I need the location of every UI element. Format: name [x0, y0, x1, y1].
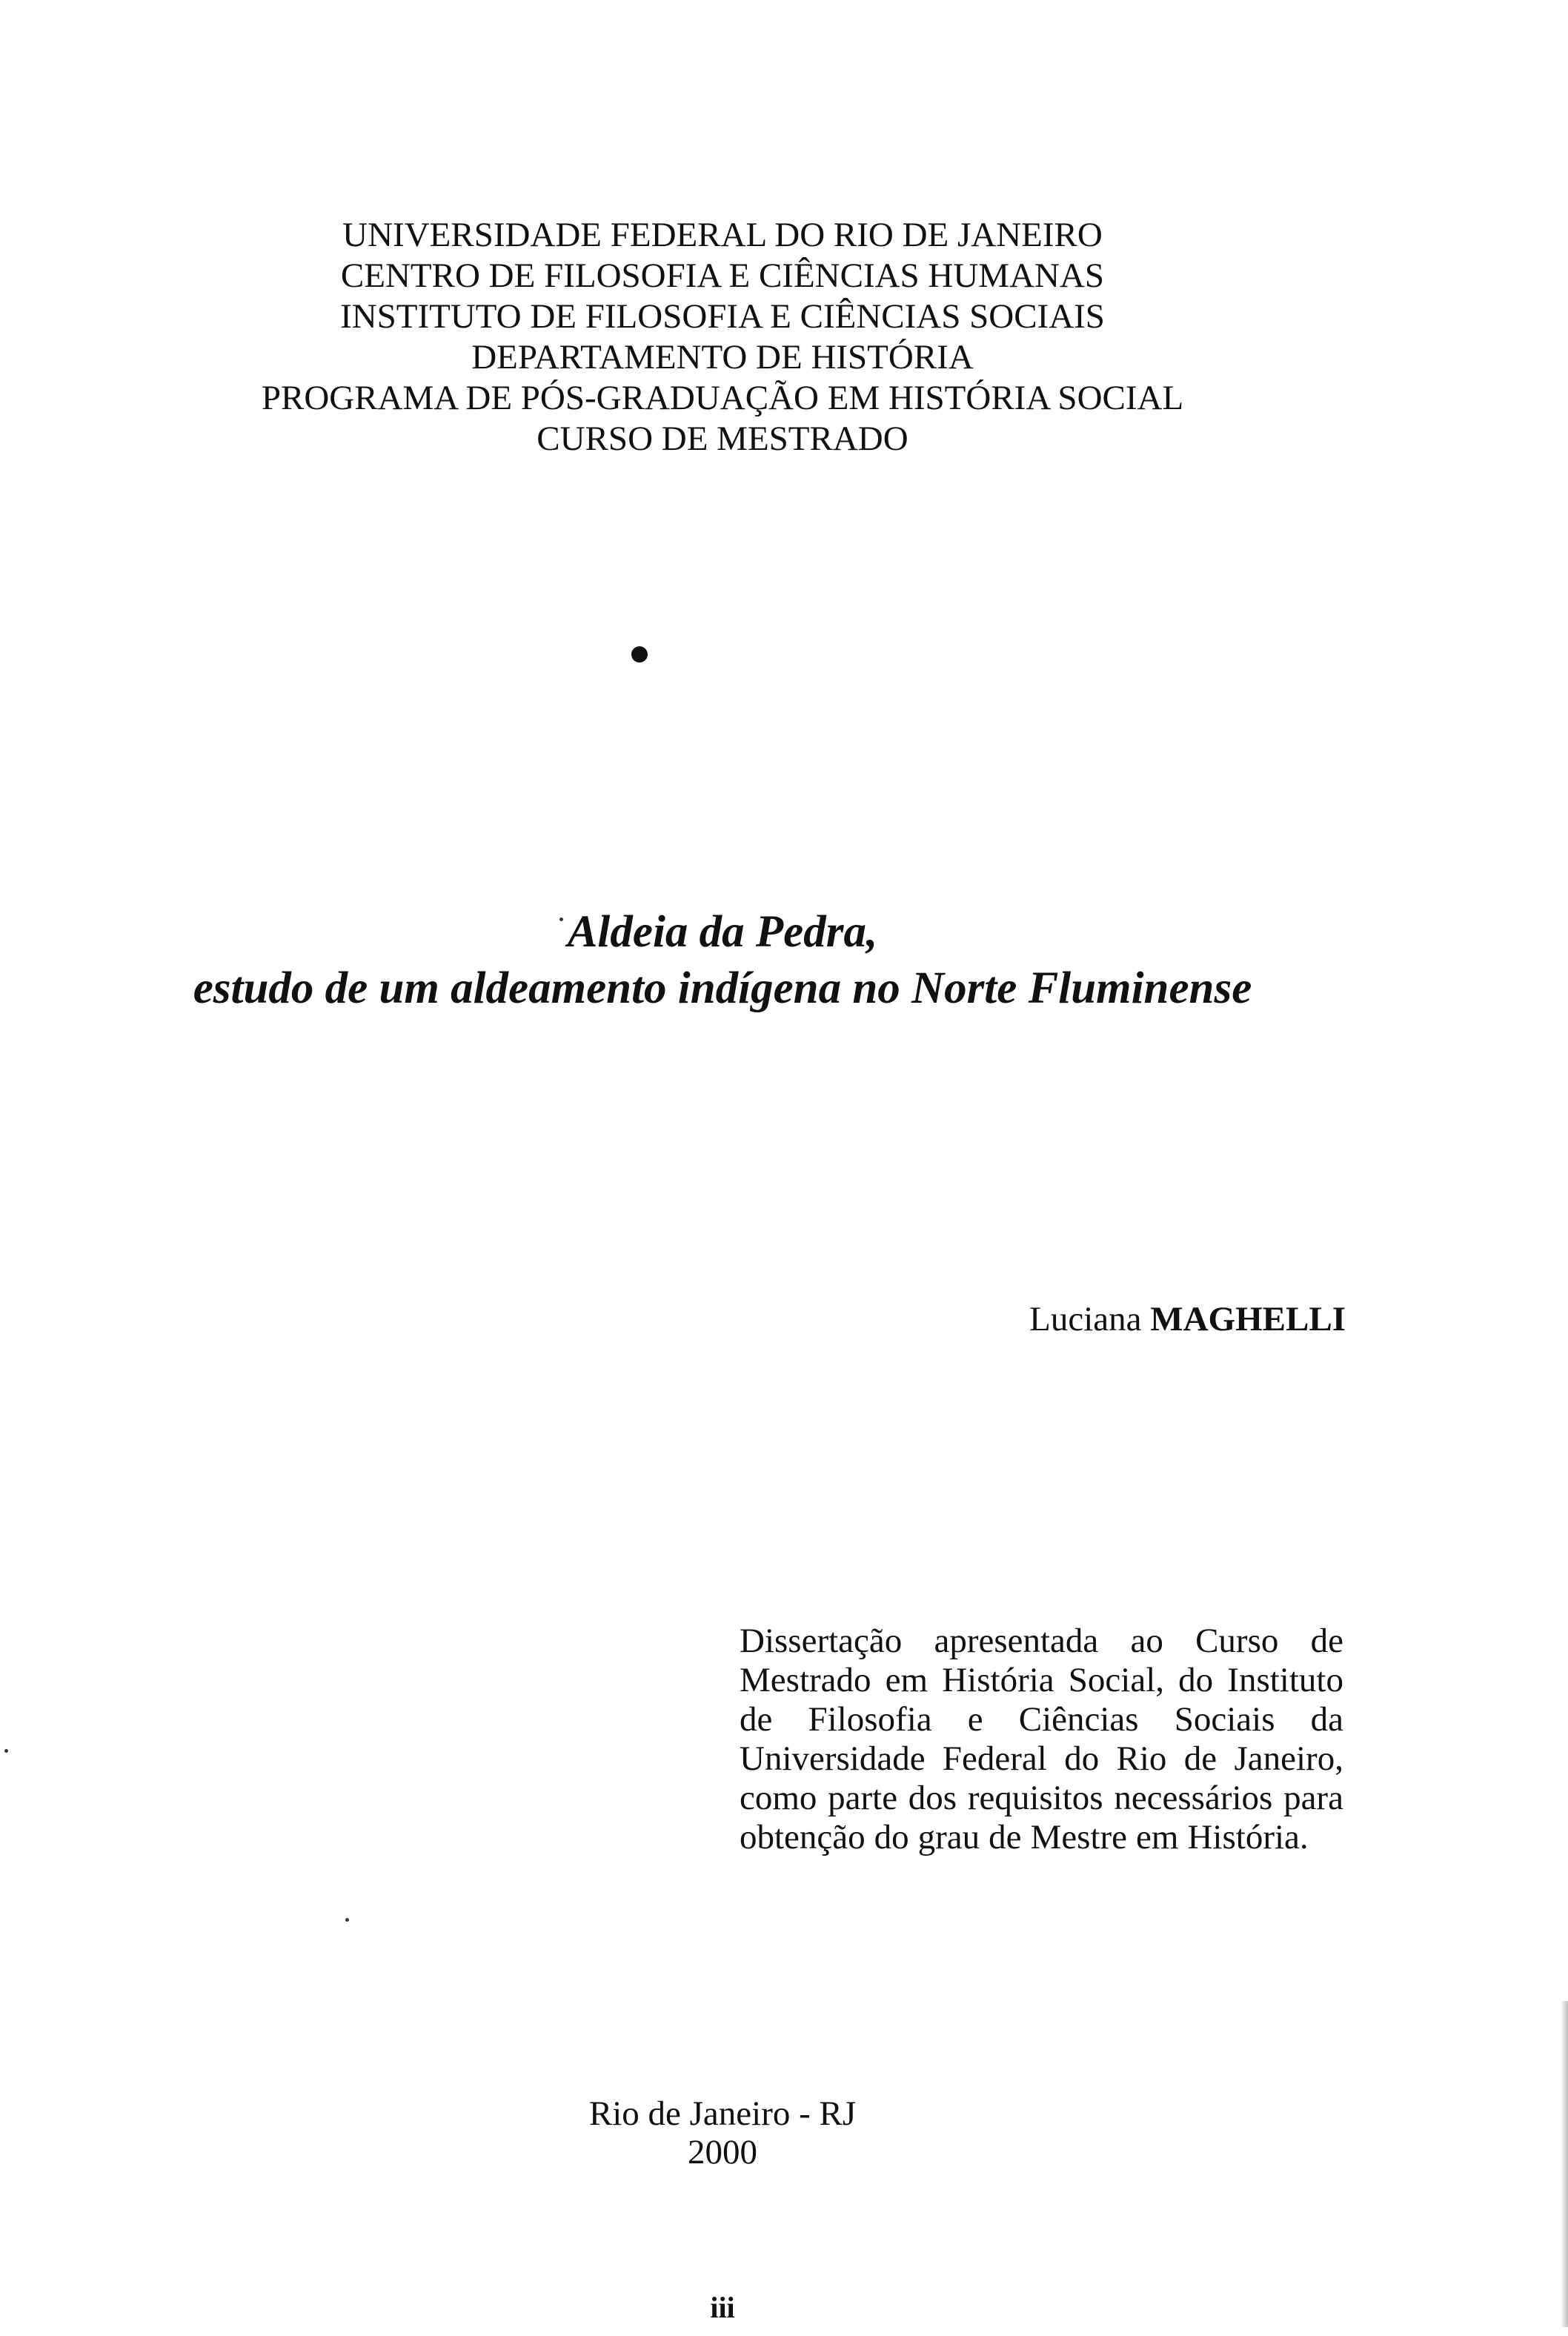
statement-word: Filosofia [808, 1700, 932, 1739]
header-line-course: CURSO DE MESTRADO [536, 419, 908, 458]
statement-word: Mestrado [740, 1661, 871, 1699]
statement-word: Federal [942, 1739, 1047, 1778]
institution-header [0, 215, 1445, 459]
statement-word: Rio [1116, 1739, 1167, 1778]
statement-word: Curso [1195, 1622, 1279, 1660]
statement-word: dos [908, 1779, 957, 1817]
header-line-university: UNIVERSIDADE FEDERAL DO RIO DE JANEIRO [342, 216, 1103, 254]
statement-word: Mestre [1030, 1818, 1128, 1856]
statement-word: do [1178, 1661, 1214, 1699]
statement-word: apresentada [934, 1622, 1099, 1660]
statement-word: de [1310, 1622, 1343, 1660]
statement-line [740, 1739, 1343, 1779]
statement-word: grau [917, 1818, 980, 1856]
scan-speck [4, 1749, 8, 1753]
statement-line [740, 1700, 1343, 1739]
statement-word: História. [1187, 1818, 1309, 1856]
header-line-program: PROGRAMA DE PÓS-GRADUAÇÃO EM HISTÓRIA SOCIAL [261, 379, 1184, 417]
place-and-date [0, 2094, 1445, 2171]
statement-word: ao [1130, 1622, 1163, 1660]
year-line: 2000 [688, 2133, 757, 2171]
statement-word: do [874, 1818, 909, 1856]
statement-word: de [740, 1700, 773, 1739]
header-line-institute: INSTITUTO DE FILOSOFIA E CIÊNCIAS SOCIAIS [340, 297, 1105, 336]
author-surname: MAGHELLI [1150, 1300, 1346, 1338]
scan-edge-shadow [1561, 2001, 1568, 2327]
statement-word: em [885, 1661, 928, 1699]
author-name [1029, 1298, 1346, 1340]
statement-line [740, 1622, 1343, 1661]
statement-word: como [740, 1779, 817, 1817]
scan-speck [345, 1918, 349, 1922]
statement-word: Dissertação [740, 1622, 903, 1660]
statement-word: Ciências [1018, 1700, 1139, 1739]
statement-word: e [967, 1700, 983, 1739]
statement-word: de [989, 1818, 1022, 1856]
statement-word: obtenção [740, 1818, 866, 1856]
statement-line [740, 1818, 1343, 1857]
bullet-dot [631, 646, 648, 663]
author-first-name: Luciana [1029, 1300, 1142, 1338]
statement-word: Janeiro, [1234, 1739, 1343, 1778]
page-number: iii [710, 2291, 735, 2324]
statement-word: Instituto [1227, 1661, 1343, 1699]
thesis-title [0, 904, 1445, 1017]
statement-word: para [1283, 1779, 1343, 1817]
statement-word: do [1064, 1739, 1100, 1778]
header-line-department: DEPARTAMENTO DE HISTÓRIA [471, 338, 974, 376]
statement-word: Universidade [740, 1739, 926, 1778]
statement-word: História [942, 1661, 1054, 1699]
header-line-center: CENTRO DE FILOSOFIA E CIÊNCIAS HUMANAS [340, 256, 1105, 295]
statement-word: Sociais [1174, 1700, 1275, 1739]
statement-line [740, 1779, 1343, 1818]
dissertation-statement [740, 1622, 1343, 1857]
title-line-1: Aldeia da Pedra, [567, 907, 878, 957]
statement-word: da [1310, 1700, 1343, 1739]
statement-line [740, 1661, 1343, 1700]
statement-word: necessários [1114, 1779, 1273, 1817]
statement-word: Social, [1068, 1661, 1165, 1699]
statement-word: requisitos [967, 1779, 1103, 1817]
title-line-2: estudo de um aldeamento indígena no Norte Fluminense [193, 963, 1252, 1013]
statement-word: de [1183, 1739, 1217, 1778]
statement-word: em [1136, 1818, 1179, 1856]
city-line: Rio de Janeiro - RJ [588, 2094, 857, 2133]
statement-word: parte [828, 1779, 898, 1817]
